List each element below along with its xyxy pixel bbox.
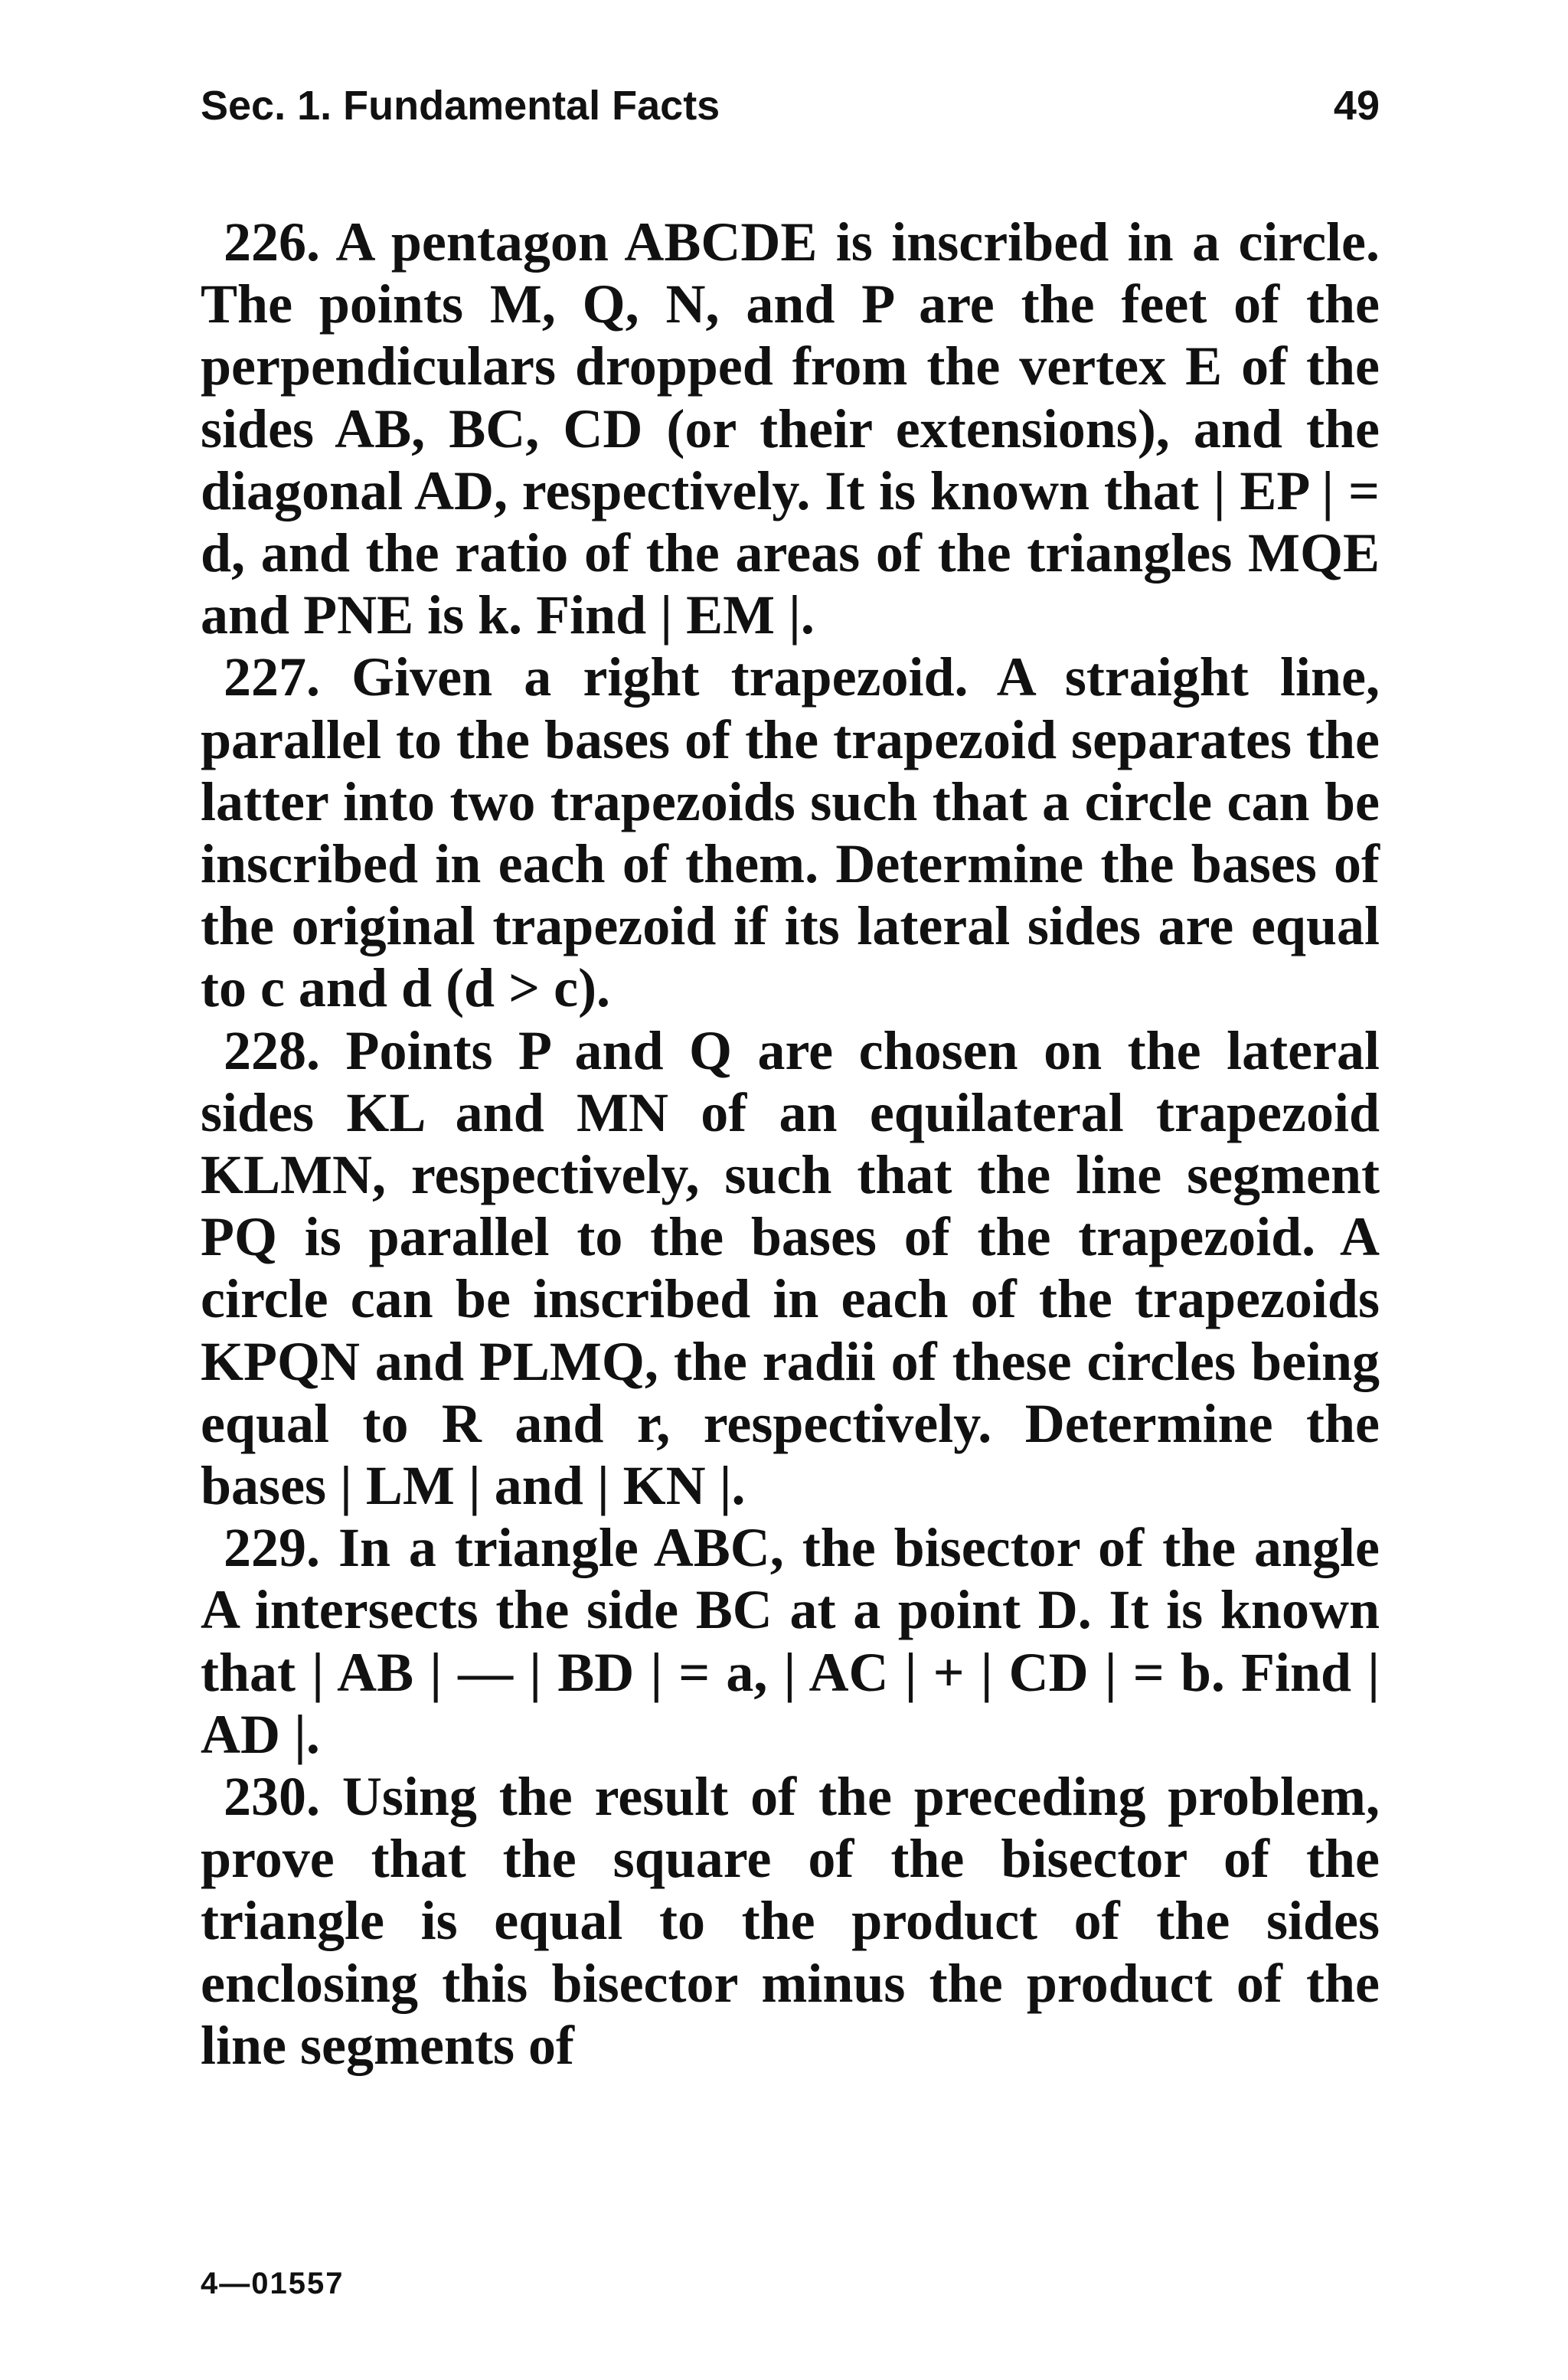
problem-226: [201, 211, 1380, 646]
book-page: [201, 69, 1380, 2077]
problem-text: Given a right trapezoid. A straight line, parallel to the bases of the trapezoid separates the latter into two trapezoids such that a circle can be inscribed in each of them. Determine the bases of the original trapezoid if its lateral sides are equal to c and d (d > c).: [201, 646, 1380, 1019]
problem-228: [201, 1020, 1380, 1518]
problem-number: 230.: [224, 1766, 320, 1828]
running-header: [201, 69, 1380, 142]
problem-text: Using the result of the preceding problem, prove that the square of the bisector of the triangle is equal to the product of the sides enclosing this bisector minus the product of the line segments of: [201, 1766, 1380, 2076]
problem-230: [201, 1766, 1380, 2077]
problem-number: 228.: [224, 1019, 320, 1081]
problem-text: Points P and Q are chosen on the lateral sides KL and MN of an equilateral trapezoid KLMN, respectively, such that the line segment PQ is parallel to the bases of the trapezoid. A circle can be inscribed in each of the trapezoids KPQN and PLMQ, the radii of these circles being equal to R and r, respectively. Determine the bases | LM | and | KN |.: [201, 1019, 1380, 1517]
problem-number: 229.: [224, 1517, 320, 1579]
page-number: 49: [1333, 83, 1380, 129]
problem-text: A pentagon ABCDE is inscribed in a circle. The points M, Q, N, and P are the feet of the perpendiculars dropped from the vertex E of the sides AB, BC, CD (or their extensions), and the diagonal AD, respectively. It is known that | EP | = d, and the ratio of the areas of the triangles MQE and PNE is k. Find | EM |.: [201, 211, 1380, 646]
printer-signature: 4—01557: [201, 2267, 345, 2300]
section-title: Sec. 1. Fundamental Facts: [201, 83, 720, 129]
problem-list: [201, 211, 1380, 2077]
problem-number: 226.: [224, 211, 320, 273]
problem-227: [201, 646, 1380, 1019]
problem-number: 227.: [224, 646, 320, 708]
problem-229: [201, 1517, 1380, 1766]
problem-text: In a triangle ABC, the bisector of the angle A intersects the side BC at a point D. It is known that | AB | — | BD | = a, | AC | + | CD | = b. Find | AD |.: [201, 1517, 1380, 1765]
